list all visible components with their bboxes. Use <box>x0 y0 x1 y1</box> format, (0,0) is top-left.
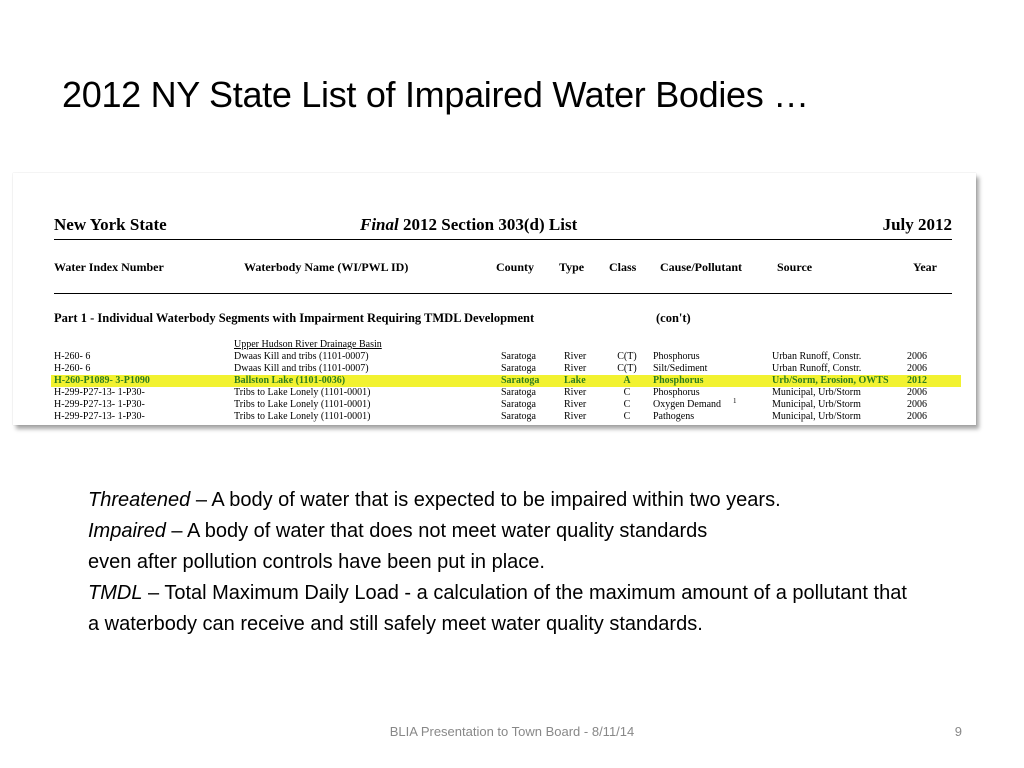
cell-year: 2006 <box>907 363 927 374</box>
cell-year: 2006 <box>907 411 927 422</box>
cell-cause: Phosphorus <box>653 387 700 398</box>
column-header-county: County <box>496 260 535 274</box>
cell-type: River <box>564 387 587 398</box>
cell-source: Municipal, Urb/Storm <box>772 387 861 398</box>
part-title: Part 1 - Individual Waterbody Segments with Impairment Requiring TMDL Development <box>54 311 535 325</box>
slide-title: 2012 NY State List of Impaired Water Bodies … <box>62 74 809 115</box>
cell-cause: Pathogens <box>653 411 695 422</box>
term-impaired: Impaired <box>88 520 166 542</box>
cell-class: C <box>623 399 631 410</box>
definition-impaired <box>88 516 918 578</box>
cell-waterbody: Ballston Lake (1101-0036) <box>234 375 346 386</box>
cell-index: H-260- 6 <box>54 363 91 374</box>
embedded-document-image <box>13 173 976 425</box>
cell-cause: Oxygen Demand <box>653 399 722 410</box>
footnote-marker: 1 <box>733 397 737 405</box>
cell-index: H-299-P27-13- 1-P30- <box>54 399 145 410</box>
column-divider <box>54 293 952 294</box>
page-number: 9 <box>954 724 962 739</box>
cell-waterbody: Dwaas Kill and tribs (1101-0007) <box>234 363 369 374</box>
cell-county: Saratoga <box>501 411 536 422</box>
definitions <box>88 485 918 640</box>
slide-footer: BLIA Presentation to Town Board - 8/11/14 <box>389 724 635 739</box>
header-final-word: Final <box>360 215 399 234</box>
cell-index: H-260- 6 <box>54 351 91 362</box>
cell-type: River <box>564 411 587 422</box>
cell-class: C(T) <box>617 351 637 362</box>
column-header-cause: Cause/Pollutant <box>660 260 743 274</box>
cell-waterbody: Tribs to Lake Lonely (1101-0001) <box>234 399 371 410</box>
cell-waterbody: Tribs to Lake Lonely (1101-0001) <box>234 411 371 422</box>
cell-cause: Silt/Sediment <box>653 363 708 374</box>
document-header <box>54 215 952 240</box>
cell-class: C <box>623 387 631 398</box>
cell-source: Urban Runoff, Constr. <box>772 363 862 374</box>
cell-class: C <box>623 411 631 422</box>
cell-index: H-299-P27-13- 1-P30- <box>54 387 145 398</box>
cell-index: H-299-P27-13- 1-P30- <box>54 411 145 422</box>
threatened-text: – A body of water that is expected to be impaired within two years. <box>190 489 781 511</box>
cell-cause: Phosphorus <box>653 351 700 362</box>
cell-source: Urban Runoff, Constr. <box>772 351 862 362</box>
impaired-text: – A body of water that does not meet water quality standards <box>165 520 708 542</box>
cell-county: Saratoga <box>501 375 540 386</box>
cell-cause: Phosphorus <box>653 375 704 386</box>
table-row <box>54 399 958 411</box>
cell-source: Municipal, Urb/Storm <box>772 411 861 422</box>
header-date: July 2012 <box>882 215 952 234</box>
term-tmdl: TMDL <box>88 582 143 604</box>
table-row <box>54 411 958 423</box>
cell-index: H-260-P1089- 3-P1090 <box>54 375 150 386</box>
header-state: New York State <box>54 215 167 234</box>
definition-threatened <box>88 485 918 516</box>
column-header-class: Class <box>609 260 637 274</box>
term-threatened: Threatened <box>88 489 191 511</box>
cell-county: Saratoga <box>501 387 536 398</box>
table-row-highlighted <box>51 375 961 387</box>
cell-type: River <box>564 351 587 362</box>
cell-year: 2006 <box>907 351 927 362</box>
column-header-index: Water Index Number <box>54 260 164 274</box>
table-row <box>54 363 958 375</box>
cell-year: 2006 <box>907 399 927 410</box>
cell-county: Saratoga <box>501 351 536 362</box>
basin-heading: Upper Hudson River Drainage Basin <box>234 339 382 350</box>
tmdl-text: – Total Maximum Daily Load - a calculation of the maximum amount of a pollutant that a waterbody can receive and still safely meet water quality standards. <box>88 582 907 635</box>
cell-year: 2012 <box>907 375 927 386</box>
impaired-text-continued: even after pollution controls have been put in place. <box>88 551 545 573</box>
cell-year: 2006 <box>907 387 927 398</box>
header-list-rest: 2012 Section 303(d) List <box>398 215 578 234</box>
cell-county: Saratoga <box>501 363 536 374</box>
cell-class: A <box>623 375 631 386</box>
cell-waterbody: Tribs to Lake Lonely (1101-0001) <box>234 387 371 398</box>
header-list-title <box>360 215 577 235</box>
cell-class: C(T) <box>617 363 637 374</box>
cell-type: Lake <box>564 375 586 386</box>
table-row <box>54 351 958 363</box>
cell-waterbody: Dwaas Kill and tribs (1101-0007) <box>234 351 369 362</box>
column-header-source: Source <box>777 260 813 274</box>
cell-source: Urb/Sorm, Erosion, OWTS <box>772 375 889 386</box>
cell-county: Saratoga <box>501 399 536 410</box>
cell-type: River <box>564 363 587 374</box>
cell-type: River <box>564 399 587 410</box>
definition-tmdl <box>88 578 918 640</box>
column-header-year: Year <box>913 260 937 274</box>
column-header-waterbody: Waterbody Name (WI/PWL ID) <box>244 260 409 274</box>
table-row <box>54 387 958 399</box>
cell-source: Municipal, Urb/Storm <box>772 399 861 410</box>
part-continued: (con't) <box>656 311 691 325</box>
column-header-type: Type <box>559 260 585 274</box>
